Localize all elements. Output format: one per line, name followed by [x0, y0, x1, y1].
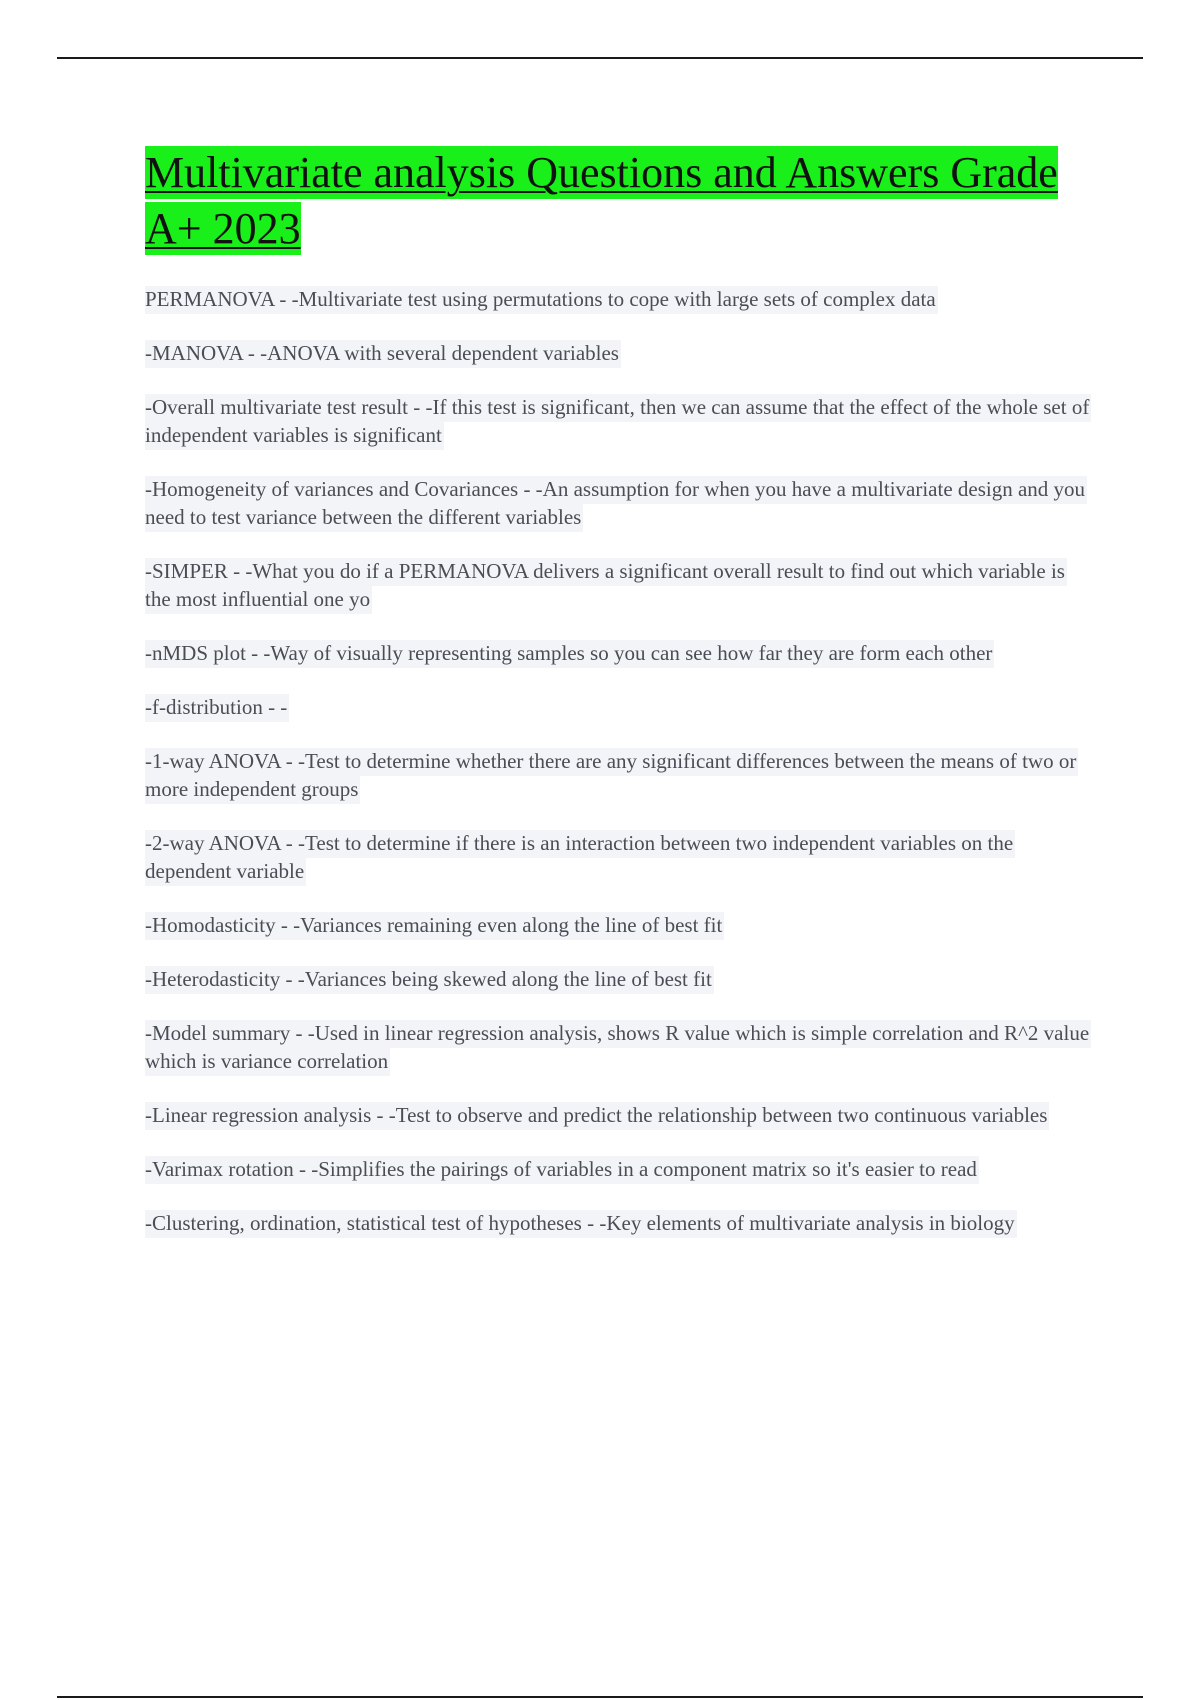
qa-entry-text: -f-distribution - - — [145, 694, 289, 722]
qa-entry-text: -Clustering, ordination, statistical test of hypotheses - -Key elements of multivariate analysis in biology — [145, 1210, 1017, 1238]
qa-entry — [145, 693, 1090, 721]
bottom-rule — [57, 1696, 1143, 1698]
qa-entry-text: -Linear regression analysis - -Test to observe and predict the relationship between two continuous variables — [145, 1102, 1049, 1130]
qa-list — [145, 285, 1095, 1237]
qa-entry-text: PERMANOVA - -Multivariate test using permutations to cope with large sets of complex data — [145, 286, 938, 314]
qa-entry-text: -Model summary - -Used in linear regression analysis, shows R value which is simple correlation and R^2 value which is variance correlation — [145, 1020, 1091, 1076]
qa-entry — [145, 1101, 1090, 1129]
qa-entry-text: -nMDS plot - -Way of visually representing samples so you can see how far they are form each other — [145, 640, 994, 668]
qa-entry — [145, 557, 1090, 613]
qa-entry-text: -Homodasticity - -Variances remaining even along the line of best fit — [145, 912, 724, 940]
document-title — [145, 145, 1095, 257]
qa-entry — [145, 911, 1090, 939]
qa-entry — [145, 639, 1090, 667]
qa-entry — [145, 829, 1090, 885]
qa-entry — [145, 339, 1090, 367]
qa-entry-text: -Overall multivariate test result - -If this test is significant, then we can assume that the effect of the whole set of independent variables is significant — [145, 394, 1091, 450]
qa-entry — [145, 965, 1090, 993]
qa-entry — [145, 1019, 1090, 1075]
qa-entry — [145, 393, 1090, 449]
qa-entry — [145, 475, 1090, 531]
qa-entry — [145, 285, 1090, 313]
qa-entry-text: -SIMPER - -What you do if a PERMANOVA delivers a significant overall result to find out which variable is the most influential one yo — [145, 558, 1067, 614]
qa-entry — [145, 747, 1090, 803]
qa-entry-text: -Heterodasticity - -Variances being skewed along the line of best fit — [145, 966, 714, 994]
qa-entry — [145, 1155, 1090, 1183]
qa-entry-text: -1-way ANOVA - -Test to determine whether there are any significant differences between the means of two or more independent groups — [145, 748, 1078, 804]
qa-entry-text: -Varimax rotation - -Simplifies the pairings of variables in a component matrix so it's easier to read — [145, 1156, 979, 1184]
qa-entry-text: -2-way ANOVA - -Test to determine if there is an interaction between two independent variables on the dependent variable — [145, 830, 1015, 886]
top-rule — [57, 57, 1143, 59]
qa-entry-text: -Homogeneity of variances and Covariances - -An assumption for when you have a multivariate design and you need to test variance between the different variables — [145, 476, 1087, 532]
qa-entry-text: -MANOVA - -ANOVA with several dependent variables — [145, 340, 621, 368]
document-body — [145, 145, 1095, 1263]
document-title-text: Multivariate analysis Questions and Answers Grade A+ 2023 — [145, 148, 1058, 253]
qa-entry — [145, 1209, 1090, 1237]
